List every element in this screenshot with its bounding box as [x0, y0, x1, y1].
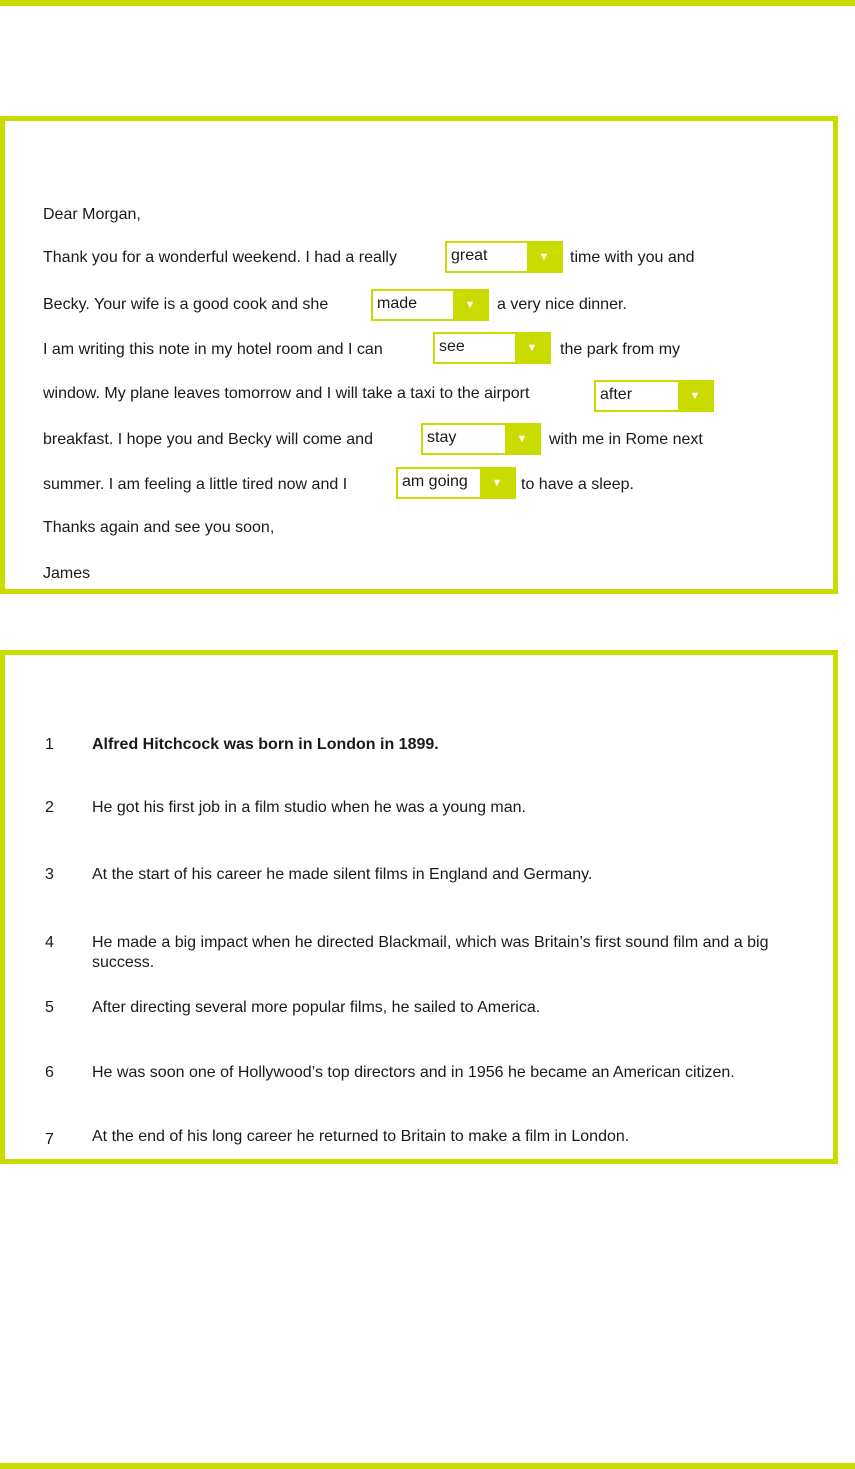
dropdown-4-value: after [600, 386, 633, 403]
dropdown-4[interactable] [594, 380, 714, 412]
item-text: He got his first job in a film studio when he was a young man. [92, 799, 526, 816]
chevron-down-icon: ▼ [480, 469, 514, 497]
events-panel [0, 650, 838, 1164]
dropdown-3-value: see [439, 338, 465, 355]
item-text: He was soon one of Hollywood’s top directors and in 1956 he became an American citizen. [92, 1064, 735, 1081]
bottom-accent-rule [0, 1463, 855, 1469]
letter-panel [0, 116, 838, 594]
item-number: 4 [45, 934, 54, 951]
letter-line-1-end: time with you and [570, 249, 695, 266]
chevron-down-icon: ▼ [505, 425, 539, 453]
letter-line-3-start: I am writing this note in my hotel room and I can [43, 341, 383, 358]
letter-line-6-end: to have a sleep. [521, 476, 634, 493]
chevron-down-icon: ▼ [527, 243, 561, 271]
letter-line-2-start: Becky. Your wife is a good cook and she [43, 296, 329, 313]
dropdown-5-value: stay [427, 429, 457, 446]
letter-signature: James [43, 565, 91, 582]
letter-closing: Thanks again and see you soon, [43, 519, 275, 536]
dropdown-3[interactable] [433, 332, 551, 364]
letter-line-5-start: breakfast. I hope you and Becky will come and [43, 431, 373, 448]
chevron-down-icon: ▼ [678, 382, 712, 410]
dropdown-2[interactable] [371, 289, 489, 321]
chevron-down-icon: ▼ [515, 334, 549, 362]
dropdown-1-value: great [451, 247, 488, 264]
letter-line-4-start: window. My plane leaves tomorrow and I will take a taxi to the airport [43, 385, 530, 402]
letter-line-1-start: Thank you for a wonderful weekend. I had a really [43, 249, 397, 266]
chevron-down-icon: ▼ [453, 291, 487, 319]
item-text: He made a big impact when he directed Blackmail, which was Britain’s first sound film and a big success. [92, 934, 769, 971]
item-number: 1 [45, 736, 54, 753]
item-number: 3 [45, 866, 54, 883]
item-number: 2 [45, 799, 54, 816]
letter-line-2-end: a very nice dinner. [497, 296, 627, 313]
item-number: 6 [45, 1064, 54, 1081]
letter-line-6-start: summer. I am feeling a little tired now and I [43, 476, 348, 493]
item-text: Alfred Hitchcock was born in London in 1899. [92, 736, 439, 753]
dropdown-6-value: am going [402, 473, 468, 490]
top-accent-rule [0, 0, 855, 6]
dropdown-6[interactable] [396, 467, 516, 499]
item-text: After directing several more popular films, he sailed to America. [92, 999, 541, 1016]
letter-line-5-end: with me in Rome next [549, 431, 703, 448]
dropdown-5[interactable] [421, 423, 541, 455]
letter-line-3-end: the park from my [560, 341, 681, 358]
dropdown-2-value: made [377, 295, 418, 312]
item-text: At the start of his career he made silent films in England and Germany. [92, 866, 593, 883]
item-number: 7 [45, 1131, 54, 1148]
item-text: At the end of his long career he returned to Britain to make a film in London. [92, 1128, 630, 1145]
letter-greeting: Dear Morgan, [43, 206, 141, 223]
item-number: 5 [45, 999, 54, 1016]
dropdown-1[interactable] [445, 241, 563, 273]
